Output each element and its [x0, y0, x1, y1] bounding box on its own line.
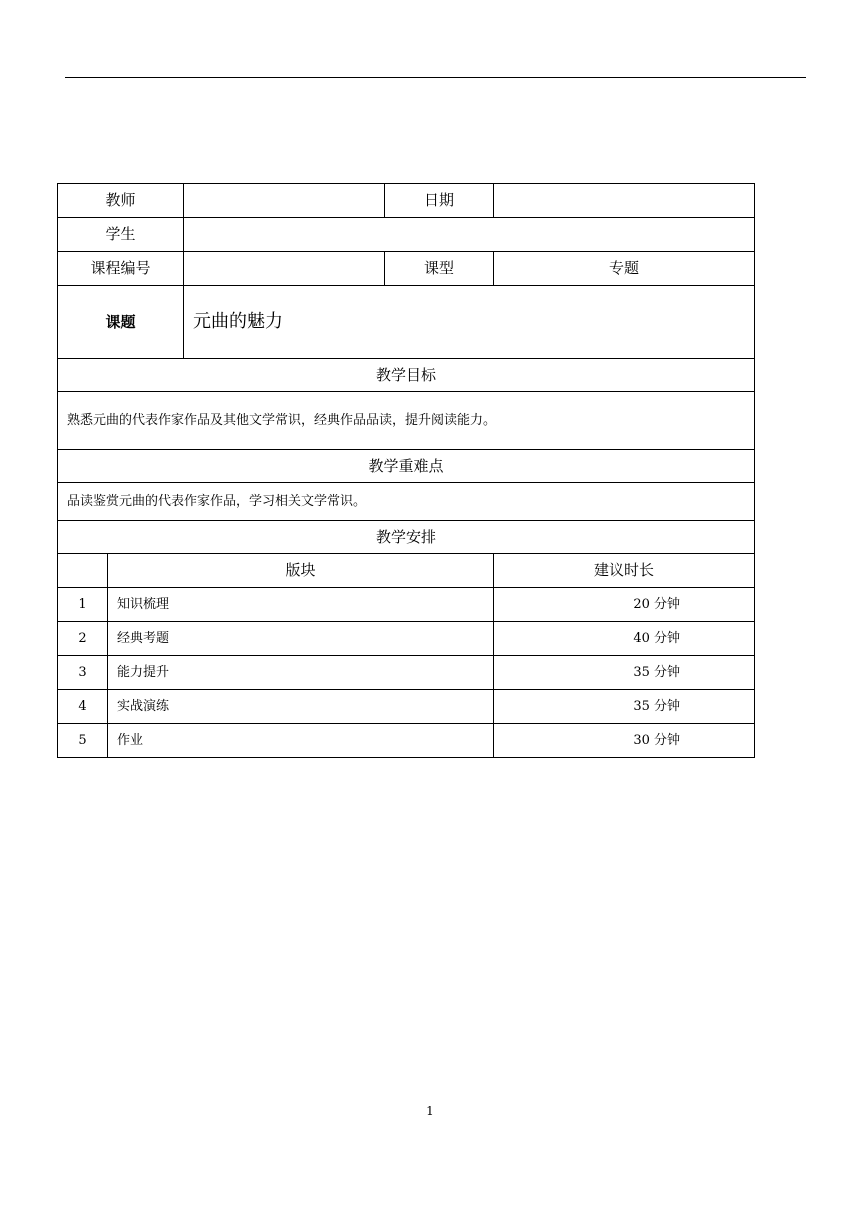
row-section: 能力提升	[108, 656, 494, 690]
row-section: 作业	[108, 724, 494, 758]
row-topic	[58, 286, 755, 359]
schedule-heading: 教学安排	[58, 521, 755, 554]
row-student	[58, 218, 755, 252]
row-number: 4	[58, 690, 108, 724]
row-section: 经典考题	[108, 622, 494, 656]
schedule-col-section: 版块	[108, 554, 494, 588]
row-schedule-columns	[58, 554, 755, 588]
table-row	[58, 724, 755, 758]
topic-label: 课题	[58, 286, 184, 359]
header-rule	[65, 77, 806, 78]
row-duration: 20 分钟	[494, 588, 755, 622]
course-no-value[interactable]	[184, 252, 385, 286]
date-value[interactable]	[494, 184, 755, 218]
keypoints-text: 品读鉴赏元曲的代表作家作品，学习相关文学常识。	[58, 483, 755, 521]
row-course-type	[58, 252, 755, 286]
row-section: 知识梳理	[108, 588, 494, 622]
row-keypoints-text	[58, 483, 755, 521]
schedule-col-duration: 建议时长	[494, 554, 755, 588]
topic-value: 元曲的魅力	[184, 286, 755, 359]
row-duration: 30 分钟	[494, 724, 755, 758]
row-duration: 35 分钟	[494, 656, 755, 690]
table-row	[58, 690, 755, 724]
row-section: 实战演练	[108, 690, 494, 724]
schedule-col-no	[58, 554, 108, 588]
objectives-text: 熟悉元曲的代表作家作品及其他文学常识，经典作品品读，提升阅读能力。	[58, 392, 755, 450]
row-number: 2	[58, 622, 108, 656]
row-objectives-heading	[58, 359, 755, 392]
row-objectives-text	[58, 392, 755, 450]
row-keypoints-heading	[58, 450, 755, 483]
row-number: 5	[58, 724, 108, 758]
row-number: 1	[58, 588, 108, 622]
row-schedule-heading	[58, 521, 755, 554]
student-value[interactable]	[184, 218, 755, 252]
page-number: 1	[426, 1104, 434, 1118]
row-duration: 35 分钟	[494, 690, 755, 724]
lesson-plan-table	[57, 183, 755, 758]
date-label: 日期	[385, 184, 494, 218]
objectives-heading: 教学目标	[58, 359, 755, 392]
table-row	[58, 588, 755, 622]
row-duration: 40 分钟	[494, 622, 755, 656]
table-row	[58, 656, 755, 690]
type-label: 课型	[385, 252, 494, 286]
teacher-value[interactable]	[184, 184, 385, 218]
table-row	[58, 622, 755, 656]
course-no-label: 课程编号	[58, 252, 184, 286]
keypoints-heading: 教学重难点	[58, 450, 755, 483]
row-number: 3	[58, 656, 108, 690]
row-teacher-date	[58, 184, 755, 218]
teacher-label: 教师	[58, 184, 184, 218]
type-value: 专题	[494, 252, 755, 286]
student-label: 学生	[58, 218, 184, 252]
